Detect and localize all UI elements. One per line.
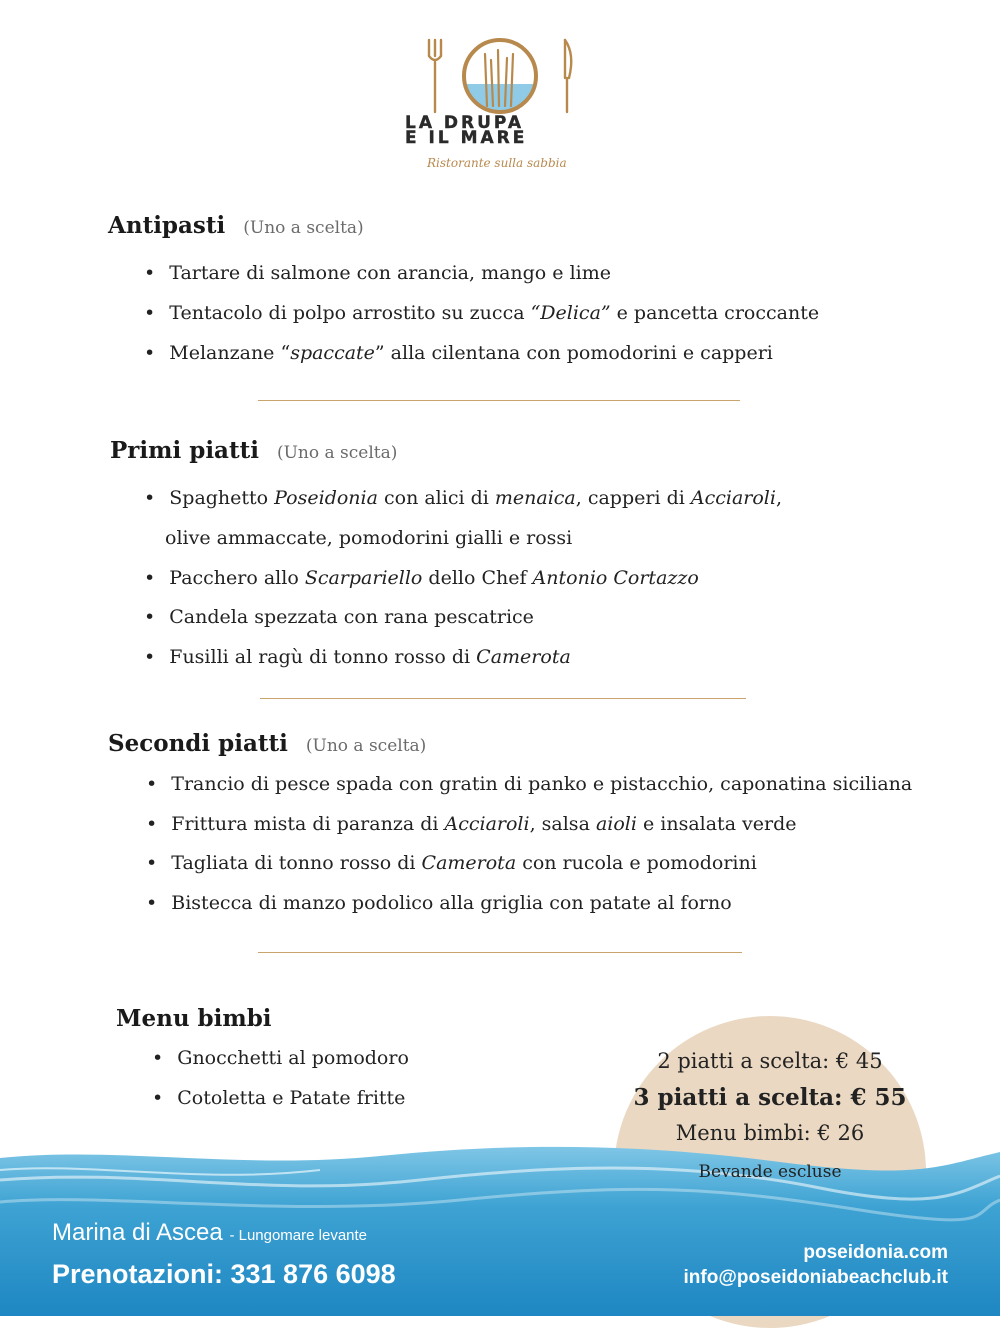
booking-phone: Prenotazioni: 331 876 6098 bbox=[52, 1259, 396, 1289]
bimbi-item: • Gnocchetti al pomodoro bbox=[152, 1046, 409, 1070]
primi-item: • Pacchero allo Scarpariello dello Chef Antonio Cortazzo bbox=[144, 566, 699, 590]
antipasti-item: • Tartare di salmone con arancia, mango e lime bbox=[144, 261, 611, 285]
primi-note: (Uno a scelta) bbox=[276, 443, 398, 463]
secondi-title: Secondi piatti (Uno a scelta) bbox=[108, 730, 427, 757]
primi-item: • Candela spezzata con rana pescatrice bbox=[144, 605, 534, 629]
primi-item: • Spaghetto Poseidonia con alici di menaica, capperi di Acciaroli, bbox=[144, 486, 782, 510]
price-kids-menu: Menu bimbi: € 26 bbox=[675, 1121, 865, 1145]
primi-title: Primi piatti (Uno a scelta) bbox=[110, 437, 398, 464]
logo-tagline: Ristorante sulla sabbia bbox=[427, 156, 567, 170]
section-divider bbox=[258, 952, 742, 953]
website-link[interactable]: poseidonia.com bbox=[803, 1242, 948, 1263]
secondi-note: (Uno a scelta) bbox=[305, 736, 427, 756]
fork-icon bbox=[429, 40, 441, 112]
bimbi-item: • Cotoletta e Patate fritte bbox=[152, 1086, 405, 1110]
primi-item-continued: olive ammaccate, pomodorini gialli e rossi bbox=[165, 527, 573, 549]
logo-emblem bbox=[405, 34, 595, 116]
restaurant-logo bbox=[405, 34, 595, 184]
bimbi-title: Menu bimbi bbox=[116, 1005, 272, 1032]
location bbox=[52, 1219, 367, 1247]
antipasti-title: Antipasti (Uno a scelta) bbox=[108, 212, 364, 239]
drinks-excluded-note: Bevande escluse bbox=[698, 1162, 842, 1182]
section-divider bbox=[258, 400, 740, 401]
secondi-item: • Trancio di pesce spada con gratin di panko e pistacchio, caponatina siciliana bbox=[146, 772, 912, 796]
antipasti-item: • Melanzane “spaccate” alla cilentana con pomodorini e capperi bbox=[144, 341, 773, 365]
price-three-courses: 3 piatti a scelta: € 55 bbox=[633, 1084, 907, 1111]
primi-item: • Fusilli al ragù di tonno rosso di Camerota bbox=[144, 645, 571, 669]
email-link[interactable]: info@poseidoniabeachclub.it bbox=[683, 1267, 948, 1288]
secondi-item: • Bistecca di manzo podolico alla griglia con patate al forno bbox=[146, 891, 732, 915]
logo-wordmark: LA DRUPA E IL MARE bbox=[405, 113, 528, 148]
secondi-item: • Frittura mista di paranza di Acciaroli, salsa aioli e insalata verde bbox=[146, 812, 797, 836]
plate-icon bbox=[460, 40, 540, 116]
section-divider bbox=[260, 698, 746, 699]
knife-icon bbox=[565, 40, 571, 112]
price-two-courses: 2 piatti a scelta: € 45 bbox=[657, 1049, 883, 1073]
secondi-item: • Tagliata di tonno rosso di Camerota con rucola e pomodorini bbox=[146, 851, 757, 875]
antipasti-note: (Uno a scelta) bbox=[243, 218, 364, 238]
antipasti-item: • Tentacolo di polpo arrostito su zucca “Delica” e pancetta croccante bbox=[144, 301, 819, 325]
location-name: Marina di Ascea bbox=[52, 1219, 223, 1246]
location-detail: - Lungomare levante bbox=[229, 1227, 368, 1244]
